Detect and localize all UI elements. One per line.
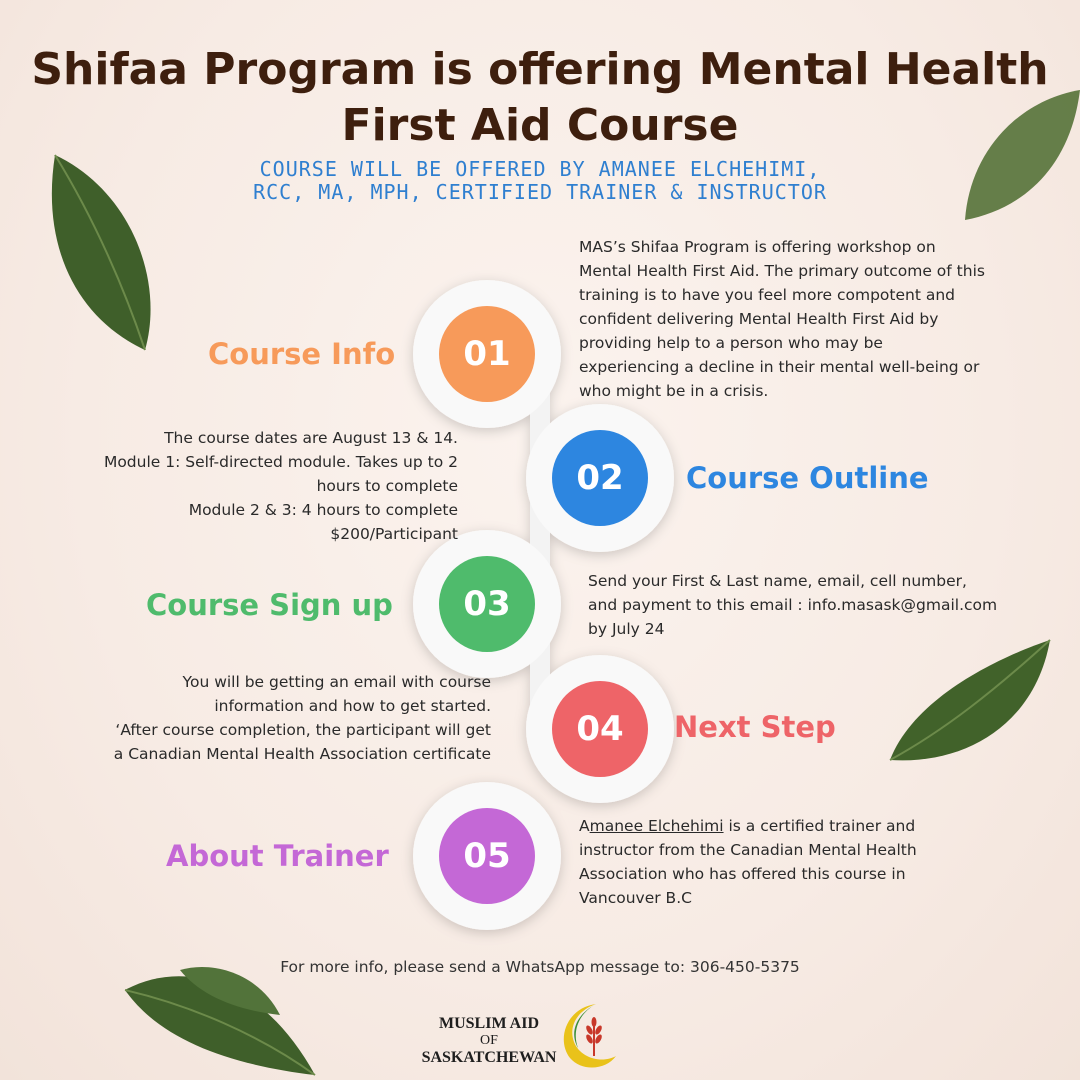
step-01-number: 01 <box>463 334 511 374</box>
step-02-desc-line: Module 1: Self-directed module. Takes up to 2 <box>103 453 458 471</box>
trainer-desc-rest: is a certified trainer and <box>723 817 916 835</box>
step-02-number: 02 <box>576 458 624 498</box>
step-04-number-circle <box>552 681 648 777</box>
step-03-desc-line: and payment to this email : info.masask@gmail.com <box>588 596 998 614</box>
crescent-wheat-icon <box>556 1000 620 1072</box>
step-04-desc-line: information and how to get started. <box>214 697 491 715</box>
step-01-desc-line: experiencing a decline in their mental well-being or <box>579 358 980 376</box>
logo-line-3: SASKATCHEWAN <box>421 1049 557 1066</box>
step-05-desc-line: Association who has offered this course in <box>579 865 906 883</box>
step-01-label: Course Info <box>208 337 396 371</box>
step-02-desc-line: Module 2 & 3: 4 hours to complete <box>188 501 458 519</box>
logo-line-1: MUSLIM AID <box>438 1015 539 1032</box>
trainer-initial: A <box>579 817 590 835</box>
step-03-number: 03 <box>463 584 511 624</box>
step-03-label: Course Sign up <box>146 588 393 622</box>
step-01-desc-line: MAS’s Shifaa Program is offering workshop on <box>579 238 936 256</box>
subtitle-line-1: COURSE WILL BE OFFERED BY AMANEE ELCHEHIMI, <box>259 157 821 181</box>
step-04-description <box>114 670 491 766</box>
step-01-desc-line: providing help to a person who may be <box>579 334 883 352</box>
step-02-desc-line: The course dates are August 13 & 14. <box>164 429 458 447</box>
organization-logo-text <box>418 1015 560 1066</box>
step-03-description <box>588 569 997 641</box>
step-01-desc-line: who might be in a crisis. <box>579 382 769 400</box>
step-04-desc-line: You will be getting an email with course <box>182 673 491 691</box>
step-01-desc-line: training is to have you feel more compotent and <box>579 286 956 304</box>
step-05-desc-line: instructor from the Canadian Mental Health <box>579 841 917 859</box>
step-01-description <box>579 235 985 403</box>
step-05-number-circle <box>439 808 535 904</box>
step-02-description <box>104 426 458 546</box>
step-01-number-circle <box>439 306 535 402</box>
footer-contact-text: For more info, please send a WhatsApp message to: 306-450-5375 <box>280 958 800 976</box>
step-02-number-circle <box>552 430 648 526</box>
step-03-desc-line: by July 24 <box>588 620 665 638</box>
step-04-desc-line: ‘After course completion, the participant will get <box>115 721 491 739</box>
step-04-number: 04 <box>576 709 624 749</box>
subtitle-line-2: RCC, MA, MPH, CERTIFIED TRAINER & INSTRUCTOR <box>253 180 827 204</box>
step-01-desc-line: Mental Health First Aid. The primary outcome of this <box>579 262 985 280</box>
step-02-desc-line: $200/Participant <box>330 525 458 543</box>
step-05-desc-line: Vancouver B.C <box>579 889 692 907</box>
step-02-label: Course Outline <box>686 461 929 495</box>
title-line-2: First Aid Course <box>341 100 739 151</box>
step-02-desc-line: hours to complete <box>316 477 458 495</box>
step-05-number: 05 <box>463 836 511 876</box>
step-05-description <box>579 814 917 910</box>
title-line-1: Shifaa Program is offering Mental Health <box>31 44 1049 95</box>
step-05-label: About Trainer <box>166 839 389 873</box>
trainer-name-link[interactable]: manee Elchehimi <box>589 817 724 835</box>
step-04-desc-line: a Canadian Mental Health Association certificate <box>113 745 491 763</box>
logo-line-2: OF <box>480 1033 498 1048</box>
step-04-label: Next Step <box>674 710 836 744</box>
step-03-number-circle <box>439 556 535 652</box>
step-03-desc-line: Send your First & Last name, email, cell number, <box>588 572 967 590</box>
step-05-desc-line-first <box>579 814 917 838</box>
step-01-desc-line: confident delivering Mental Health First Aid by <box>579 310 939 328</box>
